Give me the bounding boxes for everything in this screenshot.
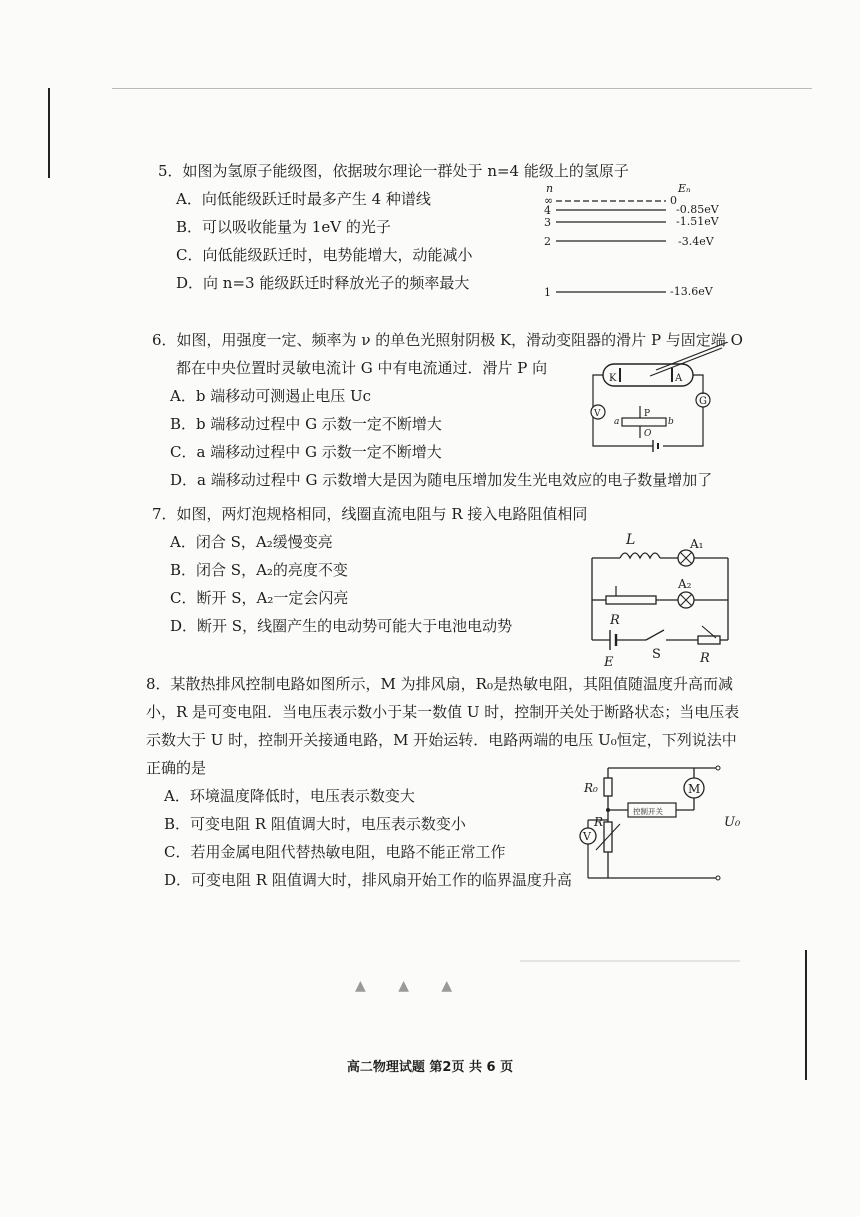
question-6-option-a: A．b 端移动可测遏止电压 Uc	[170, 387, 372, 405]
voltmeter-label: V	[594, 409, 601, 419]
question-6-option-d: D．a 端移动过程中 G 示数增大是因为随电压增加发生光电效应的电子数量增加了	[170, 471, 713, 489]
question-8-option-c: C．若用金属电阻代替热敏电阻，电路不能正常工作	[164, 843, 506, 861]
decorative-triangles: ▲ ▲ ▲	[355, 978, 467, 994]
photoelectric-circuit-diagram	[588, 342, 738, 458]
level-1-energy: -13.6eV	[670, 285, 713, 298]
galvanometer-label: G	[699, 396, 707, 407]
slider-p-label: P	[644, 409, 651, 419]
question-7-option-a: A．闭合 S，A₂缓慢变亮	[170, 533, 333, 551]
battery-label: E	[604, 655, 614, 670]
level-2-n: 2	[544, 235, 551, 248]
question-5-option-b: B．可以吸收能量为 1eV 的光子	[176, 218, 391, 236]
en-axis-label: Eₙ	[678, 182, 691, 195]
end-b-label: b	[668, 417, 674, 427]
question-7-option-c: C．断开 S，A₂一定会闪亮	[170, 589, 349, 607]
question-8-stem: 8．某散热排风控制电路如图所示，M 为排风扇，R₀是热敏电阻，其阻值随温度升高而减小，R 是可变电阻．当电压表示数小于某一数值 U 时，控制开关处于断路状态；当电压表示数大于 U 时，控制开关接通电路，M 开始运转．电路两端的电压 U₀恒定，下列说法中正确的是	[146, 675, 740, 777]
cathode-label: K	[609, 373, 617, 384]
n-axis-label: n	[546, 182, 554, 195]
switch-label: S	[652, 647, 661, 662]
scan-border-left	[48, 88, 50, 178]
exhaust-fan-control-circuit-diagram	[578, 760, 748, 894]
page-footer: 高二物理试题 第2页 共 6 页	[346, 1060, 514, 1075]
end-a-label: a	[614, 417, 620, 427]
thermistor-r0-label: R₀	[584, 781, 598, 795]
terminal-top	[716, 766, 720, 770]
question-8-option-a: A．环境温度降低时，电压表示数变大	[164, 787, 415, 805]
question-5-stem: 5．如图为氢原子能级图，依据玻尔理论一群处于 n=4 能级上的氢原子	[158, 162, 629, 180]
inductor-lamp-circuit-diagram	[580, 530, 740, 674]
resistor-right	[698, 636, 720, 644]
question-5	[158, 157, 629, 297]
level-inf-n: ∞	[544, 194, 554, 207]
voltmeter-label: V	[583, 830, 591, 843]
anode-label: A	[675, 373, 683, 384]
thermistor-r0	[604, 778, 612, 796]
scan-border-top	[112, 88, 812, 89]
question-6-option-c: C．a 端移动过程中 G 示数一定不断增大	[170, 443, 442, 461]
question-5-option-d: D．向 n=3 能级跃迁时释放光子的频率最大	[176, 274, 470, 292]
question-7-option-d: D．断开 S，线圈产生的电动势可能大于电池电动势	[170, 617, 513, 635]
exhaust-fan-motor-label: M	[688, 782, 701, 796]
level-inf-energy: 0	[670, 194, 677, 207]
energy-level-diagram	[538, 182, 728, 306]
question-7-stem: 7．如图，两灯泡规格相同，线圈直流电阻与 R 接入电路阻值相同	[152, 505, 588, 523]
question-6-stem-line1: 6．如图，用强度一定、频率为 ν 的单色光照射阴极 K，滑动变阻器的滑片 P 与固定端 O	[152, 331, 743, 349]
light-ray	[656, 342, 728, 370]
scan-ghost-line	[520, 960, 740, 962]
level-3-energy: -1.51eV	[676, 215, 719, 228]
question-8-option-d: D．可变电阻 R 阻值调大时，排风扇开始工作的临界温度升高	[164, 871, 572, 889]
question-5-option-a: A．向低能级跃迁时最多产生 4 种谱线	[176, 190, 431, 208]
variable-resistor-label: R	[594, 815, 604, 829]
question-7	[152, 500, 588, 640]
question-7-option-b: B．闭合 S，A₂的亮度不变	[170, 561, 348, 579]
level-2-energy: -3.4eV	[678, 235, 714, 248]
inductor-coil	[620, 553, 660, 558]
point-o-label: O	[644, 429, 652, 439]
control-switch-label: 控制开关	[633, 807, 663, 816]
level-4-energy: -0.85eV	[676, 203, 719, 216]
lamp-a2-label: A₂	[678, 577, 692, 591]
question-5-option-c: C．向低能级跃迁时，电势能增大，动能减小	[176, 246, 473, 264]
supply-voltage-label: U₀	[724, 815, 741, 830]
resistor-mid	[606, 596, 656, 604]
resistor-right-label: R	[700, 651, 710, 666]
rheostat	[622, 418, 666, 426]
terminal-bottom	[716, 876, 720, 880]
level-3-n: 3	[544, 216, 551, 229]
light-ray-2	[650, 348, 722, 376]
circuit-wire-right	[693, 375, 703, 394]
level-4-n: 4	[544, 204, 551, 217]
resistor-left-label: R	[610, 613, 620, 628]
inductor-label: L	[626, 532, 636, 548]
lamp-a1-label: A₁	[690, 537, 704, 551]
question-6-stem-line2: 都在中央位置时灵敏电流计 G 中有电流通过．滑片 P 向	[176, 359, 548, 377]
switch-s	[646, 630, 664, 640]
level-1-n: 1	[544, 286, 551, 299]
question-6-option-b: B．b 端移动过程中 G 示数一定不断增大	[170, 415, 442, 433]
question-8-option-b: B．可变电阻 R 阻值调大时，电压表示数变小	[164, 815, 466, 833]
